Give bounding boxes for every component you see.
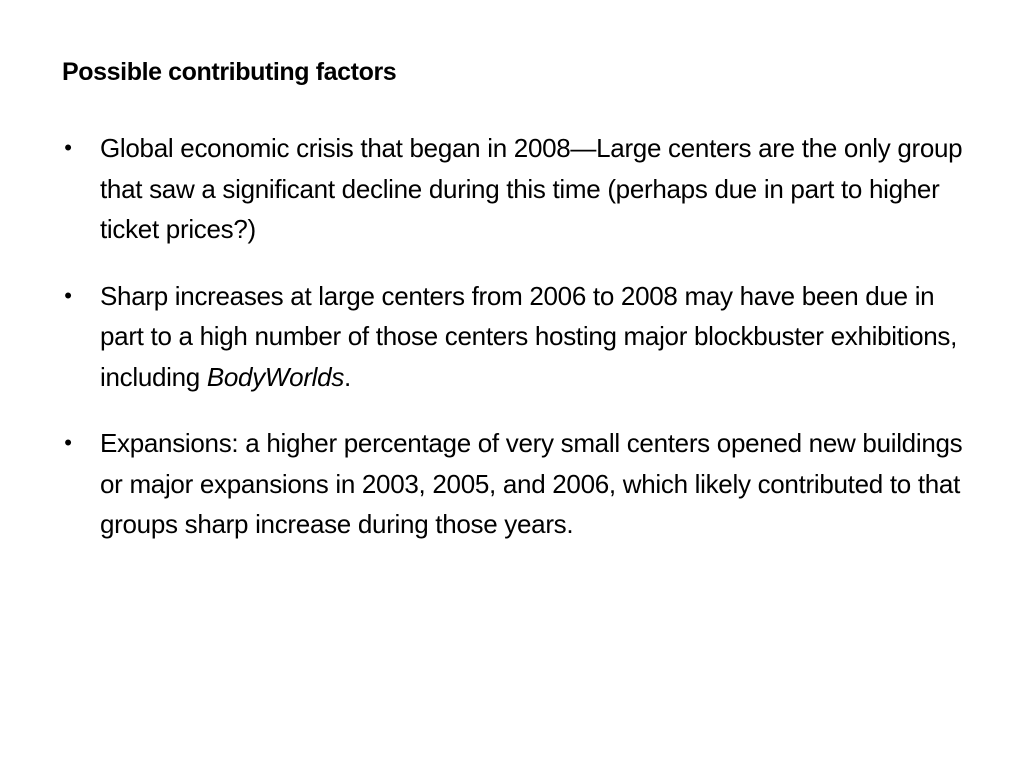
slide-title: Possible contributing factors — [62, 58, 397, 86]
exhibition-name: BodyWorlds — [206, 361, 345, 392]
bullet-item-expansions — [58, 423, 968, 545]
bullet-text-part: . — [344, 361, 351, 392]
bullet-icon: • — [64, 282, 72, 308]
bullet-text: Global economic crisis that began in 2008—Large centers are the only group that saw a significant decline during this time (perhaps due in part to higher ticket prices?) — [100, 133, 963, 244]
bullet-text — [100, 281, 957, 392]
bullet-list — [58, 128, 968, 571]
bullet-icon: • — [64, 430, 72, 455]
bullet-icon: • — [64, 135, 72, 160]
bullet-item-sharp-increases — [58, 276, 968, 398]
bullet-text-part: Sharp increases at large centers from 2006 to 2008 may have been due in part to a high number of those centers hosting major blockbuster exhibitions, including — [100, 280, 958, 392]
bullet-text: Expansions: a higher percentage of very small centers opened new buildings or major expansions in 2003, 2005, and 2006, which likely contributed to that groups sharp increase during those years. — [100, 428, 963, 539]
bullet-item-economic-crisis — [58, 128, 968, 250]
